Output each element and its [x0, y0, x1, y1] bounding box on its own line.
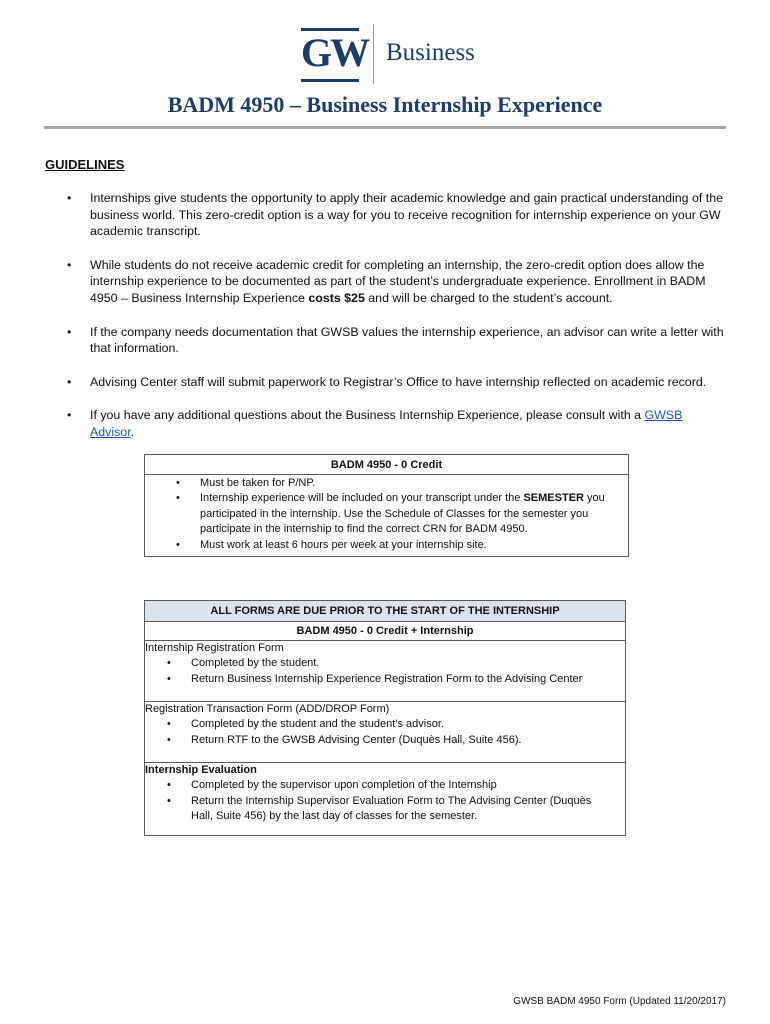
bullet-icon: • — [67, 191, 72, 205]
guidelines-list — [45, 190, 725, 458]
bullet-icon: • — [176, 492, 180, 505]
forms-table — [144, 600, 626, 836]
credit-requirements-list — [145, 475, 628, 556]
bullet-icon: • — [176, 477, 180, 489]
credit-info-table — [144, 454, 629, 557]
guideline-item: • Advising Center staff will submit paperwork to Registrar’s Office to have internship reflected on academic record. — [67, 374, 707, 389]
form-step: • Return RTF to the GWSB Advising Center (Duquès Hall, Suite 456). — [145, 733, 625, 748]
bullet-icon: • — [167, 779, 171, 792]
bullet-icon: • — [176, 538, 180, 551]
bullet-icon: • — [67, 324, 72, 339]
guidelines-heading: GUIDELINES — [45, 157, 125, 172]
gwsb-advisor-link[interactable]: GWSB Advisor — [90, 408, 683, 439]
gw-logo-mark: GW — [301, 28, 359, 82]
bullet-icon: • — [167, 733, 171, 746]
bullet-icon: • — [67, 374, 72, 389]
form-step: • Completed by the student. — [145, 656, 625, 671]
form-section-title: Registration Transaction Form (ADD/DROP Form) — [145, 703, 390, 715]
page-footer: GWSB BADM 4950 Form (Updated 11/20/2017) — [513, 996, 726, 1007]
form-section-evaluation — [145, 763, 626, 836]
forms-due-heading: ALL FORMS ARE DUE PRIOR TO THE START OF THE INTERNSHIP — [145, 601, 626, 622]
semester-text: SEMESTER — [523, 492, 584, 505]
title-divider — [44, 126, 726, 129]
bullet-icon: • — [67, 408, 72, 423]
form-section-registration — [145, 641, 626, 702]
form-section-title: Internship Registration Form — [145, 642, 284, 654]
bullet-icon: • — [167, 794, 171, 807]
form-step: • Return the Internship Supervisor Evaluation Form to The Advising Center (Duquès Hall, Suite 456) by the last day of classes for the semester. — [167, 794, 592, 823]
form-step: • Return Business Internship Experience Registration Form to the Advising Center — [145, 672, 625, 687]
bullet-icon: • — [67, 257, 72, 272]
page-title: BADM 4950 – Business Internship Experience — [167, 92, 603, 117]
form-section-rtf — [145, 702, 626, 763]
logo-business-text: Business — [386, 39, 475, 66]
credit-requirement: • Internship experience will be included on your transcript under the SEMESTER you participated in the internship. Use the Schedule of Classes for the semester you participate in the internship to find the correct CRN for BADM 4950. — [176, 492, 605, 536]
credit-table-heading: BADM 4950 - 0 Credit — [145, 455, 629, 475]
forms-subheading: BADM 4950 - 0 Credit + Internship — [145, 622, 626, 641]
credit-requirement: • Must be taken for P/NP. — [145, 476, 614, 491]
bullet-icon: • — [167, 718, 171, 731]
bullet-icon: • — [167, 672, 171, 685]
logo-divider — [373, 24, 374, 84]
bullet-icon: • — [167, 657, 171, 670]
form-step: • Completed by the supervisor upon completion of the Internship — [145, 778, 625, 793]
guideline-item: • If the company needs documentation that GWSB values the internship experience, an advisor can write a letter with that information. — [67, 324, 724, 356]
credit-requirement: • Must work at least 6 hours per week at your internship site. — [145, 538, 614, 553]
form-section-title: Internship Evaluation — [145, 764, 257, 776]
guideline-item: • If you have any additional questions about the Business Internship Experience, please consult with a GWSB Advisor. — [67, 408, 683, 439]
cost-text: costs $25 — [308, 290, 365, 305]
guideline-item: • Internships give students the opportunity to apply their academic knowledge and gain practical understanding of the business world. This zero-credit option is a way for you to receive recognition for internship experience on your GW academic transcript. — [67, 191, 724, 239]
form-step: • Completed by the student and the student’s advisor. — [145, 717, 625, 732]
guideline-item: • While students do not receive academic credit for completing an internship, the zero-credit option does allow the internship experience to be documented as part of the student’s undergraduate experience. Enrollment in BADM 4950 – Business Internship Experience costs $25 and will be charged to the student’s account. — [67, 257, 706, 305]
